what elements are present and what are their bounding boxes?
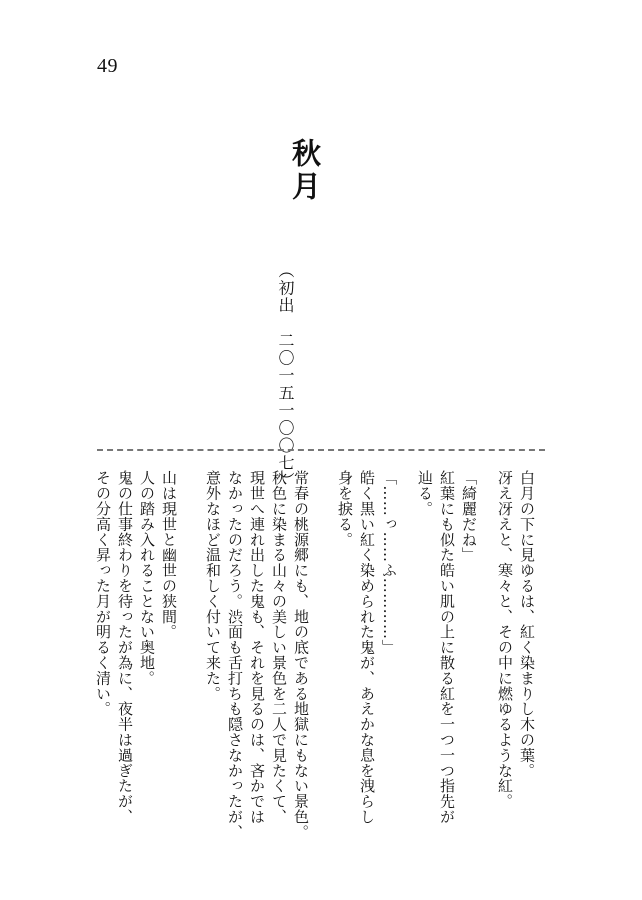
body-line: 冴え冴えと、寒々と、その中に燃ゆるような紅。 — [496, 470, 514, 809]
body-line: 山は現世と幽世の狭間。 — [160, 470, 178, 640]
body-line: 身を捩る。 — [336, 470, 354, 547]
body-line: 皓く黒い紅く染められた鬼が、あえかな息を洩らし — [358, 470, 376, 825]
body-line: 人の踏み入れることない奥地。 — [138, 470, 156, 686]
body-line: なかったのだろう。渋面も舌打ちも隠さなかったが、 — [226, 470, 244, 840]
body-text — [94, 470, 538, 840]
body-line: 紅葉にも似た皓い肌の上に散る紅を一つ一つ指先が — [438, 470, 456, 825]
paragraph-gap — [400, 470, 414, 830]
paragraph-gap — [312, 470, 334, 830]
first-publication-note: （初出 二〇一五一〇〇七） — [276, 262, 295, 490]
body-line: 現世へ連れ出した鬼も、それを見るのは、吝かでは — [248, 470, 266, 825]
body-line: 意外なほど温和しく付いて来た。 — [204, 470, 222, 701]
body-line: 「綺麗だね」 — [460, 470, 478, 563]
body-line: 白月の下に見ゆるは、紅く染まりし木の葉。 — [518, 470, 536, 778]
body-line: 秋色に染まる山々の美しい景色を二人で見たくて、 — [270, 470, 288, 825]
page-number: 49 — [97, 55, 118, 77]
paragraph-gap — [180, 470, 202, 830]
body-line: その分高く昇った月が明るく清い。 — [94, 470, 112, 717]
paragraph-gap — [480, 470, 494, 830]
dashed-divider — [97, 449, 545, 451]
body-line: 辿る。 — [416, 470, 434, 517]
body-line: 常春の桃源郷にも、地の底である地獄にもない景色。 — [292, 470, 310, 840]
chapter-title: 秋月 — [288, 138, 322, 204]
body-line: 鬼の仕事終わりを待ったが為に、夜半は過ぎたが、 — [116, 470, 134, 825]
body-line: 「……っ……ふ…………」 — [380, 470, 398, 655]
